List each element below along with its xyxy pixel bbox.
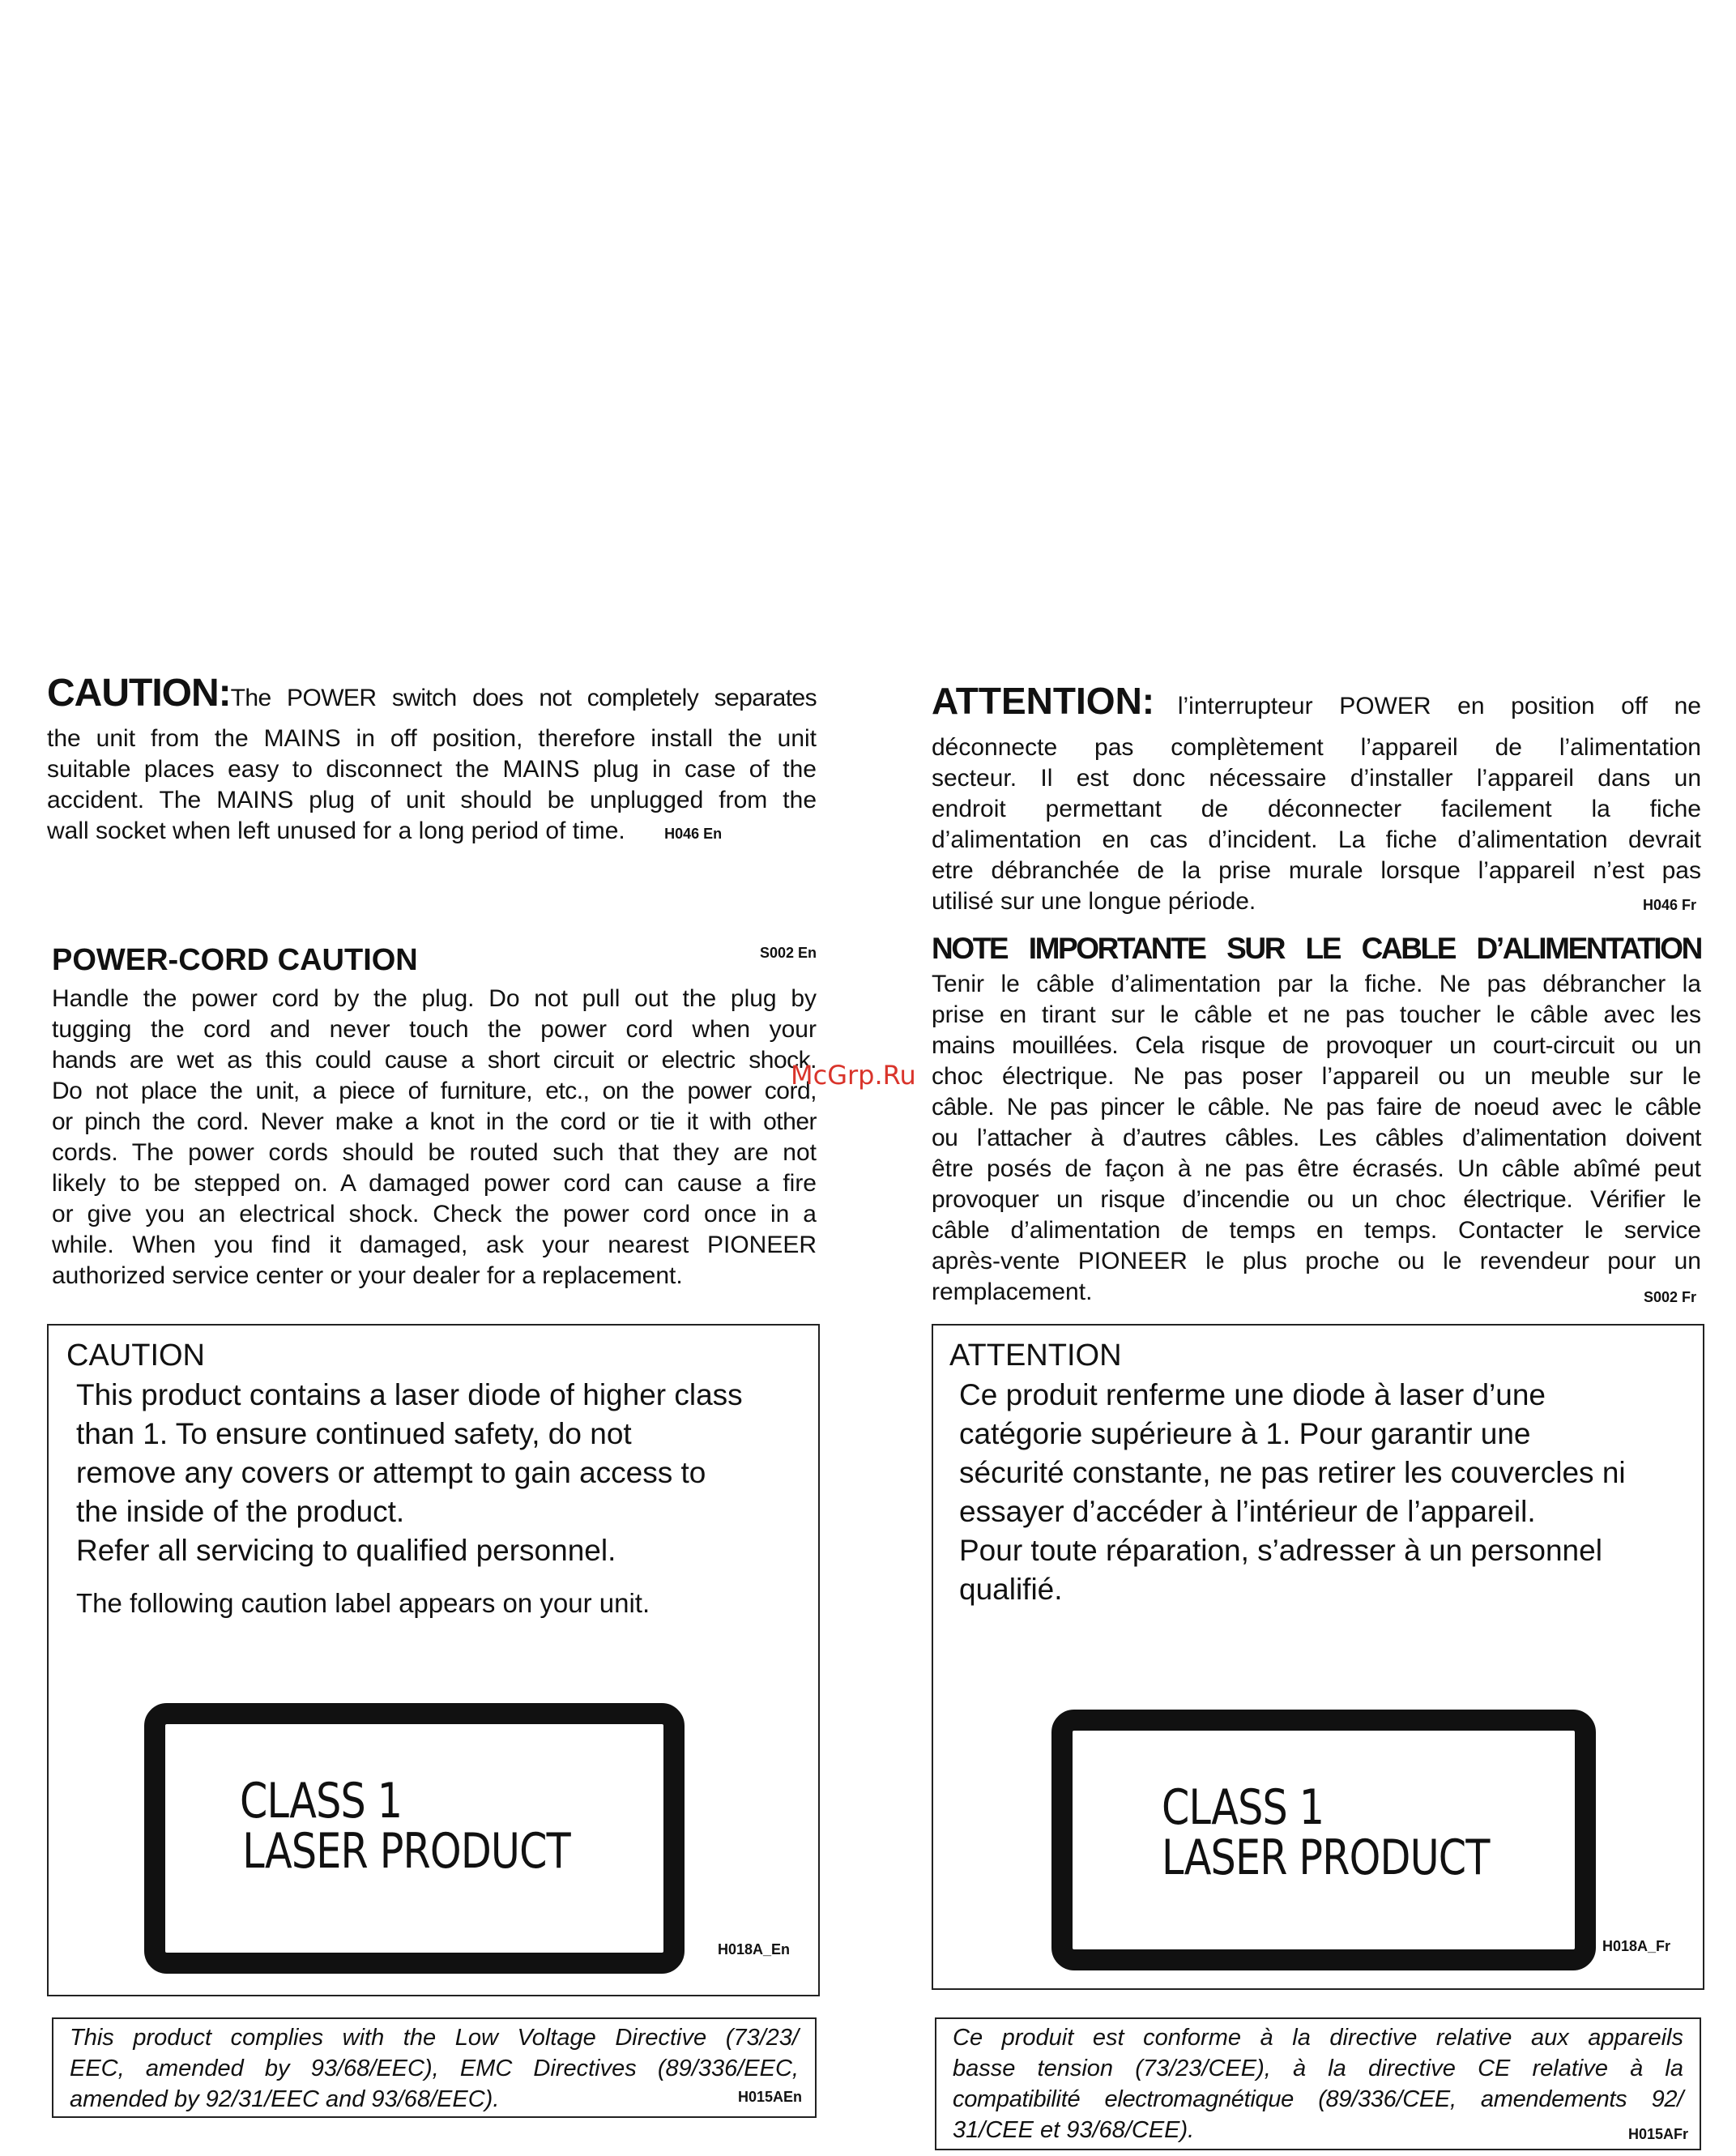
fr-directive-line-3: compatibilité electromagnétique (89/336/CEE, amendements 92/	[953, 2086, 1683, 2112]
fr-power-cord-code: S002 Fr	[1643, 1289, 1696, 1305]
en-cord-line-2: tugging the cord and never touch the power cord when your	[52, 1016, 817, 1043]
fr-laser-label-text	[1162, 1779, 1490, 1886]
fr-mains-code: H046 Fr	[1642, 897, 1696, 913]
fr-cord-line-3: mains mouillées. Cela risque de provoquer un court-circuit ou un	[932, 1032, 1701, 1059]
en-laser-line-5: Refer all servicing to qualified personnel.	[76, 1534, 616, 1567]
fr-laser-line-3: sécurité constante, ne pas retirer les couvercles ni	[959, 1456, 1626, 1489]
fr-cord-line-9: câble d’alimentation de temps en temps. Contacter le service	[932, 1217, 1701, 1244]
fr-laser-line-5: Pour toute réparation, s’adresser à un personnel	[959, 1534, 1602, 1567]
fr-laser-line-1: Ce produit renferme une diode à laser d’une	[959, 1378, 1546, 1411]
en-directive-line-1: This product complies with the Low Voltage Directive (73/23/	[70, 2025, 799, 2051]
fr-cord-line-10: après-vente PIONEER le plus proche ou le revendeur pour un	[932, 1248, 1701, 1274]
fr-laser-box-text	[959, 1376, 1698, 1609]
fr-laser-line-4: essayer d’accéder à l’intérieur de l’appareil.	[959, 1495, 1536, 1528]
fr-cord-line-6: ou l’attacher à d’autres câbles. Les câbles d’alimentation doivent	[932, 1125, 1701, 1151]
fr-mains-last-line: utilisé sur une longue période.	[932, 888, 1256, 915]
fr-mains-line-2: secteur. Il est donc nécessaire d’installer l’appareil dans un	[932, 765, 1701, 792]
en-cord-line-10: authorized service center or your dealer for a replacement.	[52, 1262, 683, 1289]
en-power-cord-code: S002 En	[759, 945, 817, 961]
en-directive-box	[52, 2017, 817, 2118]
fr-laser-attention-box	[932, 1324, 1704, 1990]
en-laser-label-line-1: CLASS 1	[240, 1773, 403, 1829]
en-cord-line-4: Do not place the unit, a piece of furniture, etc., on the power cord,	[52, 1078, 817, 1104]
fr-laser-label-line-1: CLASS 1	[1162, 1779, 1324, 1836]
fr-directive-line-1: Ce produit est conforme à la directive relative aux appareils	[953, 2025, 1683, 2051]
en-laser-label-note: The following caution label appears on your unit.	[76, 1588, 650, 1618]
fr-cord-line-7: être posés de façon à ne pas être écrasés. Un câble abîmé peut	[932, 1155, 1701, 1182]
en-directive-code: H015AEn	[737, 2089, 802, 2105]
en-mains-caution-first-line	[47, 672, 817, 724]
fr-class1-laser-label	[1051, 1710, 1596, 1970]
en-laser-label-line-2: LASER PRODUCT	[242, 1823, 570, 1880]
fr-mains-attention-title: ATTENTION:	[932, 680, 1155, 722]
en-cord-line-9: while. When you find it damaged, ask your nearest PIONEER	[52, 1232, 817, 1258]
en-power-cord-title: POWER-CORD CAUTION	[52, 943, 418, 977]
fr-cord-line-2: prise en tirant sur le câble et ne pas toucher le câble avec les	[932, 1001, 1701, 1028]
en-directive-line-2: EEC, amended by 93/68/EEC), EMC Directives (89/336/EEC,	[70, 2056, 799, 2081]
fr-power-cord-note	[932, 929, 1701, 1308]
en-laser-line-1: This product contains a laser diode of higher class	[76, 1378, 743, 1411]
fr-directive-code: H015AFr	[1627, 2126, 1688, 2142]
fr-mains-line-4: d’alimentation en cas d’incident. La fiche d’alimentation devrait	[932, 826, 1701, 853]
en-laser-box-text	[76, 1376, 813, 1619]
en-power-cord-header	[52, 943, 817, 984]
fr-mains-line-5: etre débranchée de la prise murale lorsque l’appareil n’est pas	[932, 857, 1701, 884]
fr-laser-box-title: ATTENTION	[949, 1338, 1122, 1373]
en-cord-line-5: or pinch the cord. Never make a knot in the cord or tie it with other	[52, 1108, 817, 1135]
en-laser-line-4: the inside of the product.	[76, 1495, 405, 1528]
fr-cord-line-1: Tenir le câble d’alimentation par la fiche. Ne pas débrancher la	[932, 971, 1701, 997]
en-mains-last-line: wall socket when left unused for a long period of time.	[47, 818, 625, 844]
fr-directive-line-4: 31/CEE et 93/68/CEE).	[953, 2117, 1195, 2143]
en-laser-line-2: than 1. To ensure continued safety, do not	[76, 1417, 632, 1450]
fr-cord-line-8: provoquer un risque d’incendie ou un choc électrique. Vérifier le	[932, 1186, 1701, 1213]
en-cord-line-1: Handle the power cord by the plug. Do not pull out the plug by	[52, 985, 817, 1012]
fr-cord-last-line: remplacement.	[932, 1279, 1093, 1305]
fr-laser-line-2: catégorie supérieure à 1. Pour garantir une	[959, 1417, 1531, 1450]
en-laser-box-code: H018A_En	[718, 1941, 791, 1957]
fr-mains-line-1: déconnecte pas complètement l’appareil de l’alimentation	[932, 734, 1701, 761]
fr-cord-line-11	[932, 1277, 1701, 1308]
en-laser-line-3: remove any covers or attempt to gain access to	[76, 1456, 706, 1489]
fr-mains-attention	[932, 679, 1701, 917]
en-mains-code: H046 En	[664, 826, 723, 842]
fr-mains-line-3: endroit permettant de déconnecter facilement la fiche	[932, 796, 1701, 822]
en-mains-line-2: suitable places easy to disconnect the MAINS plug in case of the	[47, 756, 817, 783]
en-class1-laser-label	[144, 1703, 685, 1974]
fr-mains-attention-first-line	[932, 679, 1701, 732]
en-directive-text	[70, 2022, 799, 2115]
en-cord-line-7: likely to be stepped on. A damaged power cord can cause a fire	[52, 1170, 817, 1197]
fr-power-cord-title: NOTE IMPORTANTE SUR LE CABLE D’ALIMENTATION	[932, 932, 1701, 965]
fr-cord-line-4: choc électrique. Ne pas poser l’appareil ou un meuble sur le	[932, 1063, 1701, 1090]
fr-directive-box	[935, 2017, 1701, 2150]
site-watermark: McGrp.Ru	[791, 1060, 916, 1091]
en-cord-line-6: cords. The power cords should be routed such that they are not	[52, 1139, 817, 1166]
en-mains-line-3: accident. The MAINS plug of unit should be unplugged from the	[47, 787, 817, 813]
en-mains-line-1: the unit from the MAINS in off position, therefore install the unit	[47, 725, 817, 752]
en-mains-caution	[47, 672, 817, 849]
fr-laser-line-6: qualifié.	[959, 1573, 1063, 1606]
en-cord-line-8: or give you an electrical shock. Check the power cord once in a	[52, 1201, 817, 1227]
fr-laser-box-code: H018A_Fr	[1602, 1938, 1671, 1954]
en-mains-line-4	[47, 816, 817, 849]
fr-mains-attention-lead: l’interrupteur POWER en position off ne	[1177, 693, 1701, 719]
fr-mains-line-6	[932, 886, 1701, 917]
en-power-cord-caution	[52, 943, 817, 1291]
en-directive-line-3: amended by 92/31/EEC and 93/68/EEC).	[70, 2086, 500, 2112]
en-laser-box-title: CAUTION	[66, 1338, 205, 1373]
fr-cord-line-5: câble. Ne pas pincer le câble. Ne pas faire de noeud avec le câble	[932, 1094, 1701, 1121]
en-mains-caution-lead: The POWER switch does not completely separates	[230, 685, 817, 711]
en-cord-line-3: hands are wet as this could cause a short circuit or electric shock.	[52, 1047, 817, 1074]
en-mains-caution-title: CAUTION:	[47, 672, 231, 715]
en-laser-label-text	[240, 1773, 570, 1880]
fr-laser-label-line-2: LASER PRODUCT	[1162, 1829, 1490, 1886]
fr-directive-text	[953, 2022, 1683, 2145]
en-laser-caution-box	[47, 1324, 820, 1996]
fr-directive-line-2: basse tension (73/23/CEE), à la directive CE relative à la	[953, 2056, 1683, 2081]
